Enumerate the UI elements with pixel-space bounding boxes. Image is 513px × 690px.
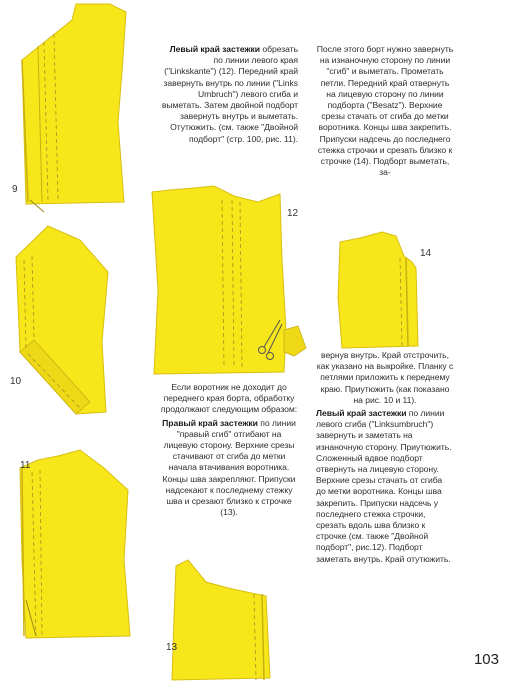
heading-right-edge: Правый край застежки [162,417,258,428]
figure-9-illustration [14,2,132,214]
figure-11 [16,450,136,640]
text-block-facing [316,44,454,180]
paragraph [316,408,454,565]
paragraph-text: по линии левого сгиба ("Linksumbruch") завернуть и заметать на изнаночную сторону. Приутюжить. Сложенный вдвое подборт отвернуть на лицевую сторону. Верхние срезы стачать от сгиба до метки воротника. Концы шва закрепить. Припуски надсечь у последнего стежка строчки, срезать вдоль шва близко к строчке (см. также "Двойной подборт", рис.12). Подборт заметать внутрь. Край отутюжить. [316,408,452,564]
figure-10-label: 10 [10,376,22,387]
paragraph [160,44,298,145]
paragraph-text: по линии "правый сгиб" отгибают на лицевую сторону. Верхние срезы стачивают от сгиба до метки начала втачивания воротника. Концы шва закрепляют. Припуски надсекают к последнему стежку шва и срезают близко к строчке (13). [162,417,296,518]
figure-9 [14,2,132,214]
figure-13-label: 13 [166,642,178,653]
figure-13-illustration [166,558,278,680]
figure-10 [10,222,120,417]
figure-14 [334,228,434,352]
paragraph-intro: Если воротник не доходит до переднего края борта, обработку продолжают следующим образом: [160,382,298,415]
figure-14-illustration [334,228,434,352]
figure-13 [166,558,278,680]
text-block-left-edge-2 [316,350,454,567]
figure-12 [148,180,306,380]
text-block-right-edge [160,382,298,520]
figure-14-label: 14 [420,248,432,259]
figure-11-illustration [16,450,136,640]
paragraph-text: обрезать по линии левого края ("Linkskante") (12). Передний край завернуть внутрь по линии ("Links Umbruch") левого сгиба и выметать. Затем двойной подборт завернуть внутрь и выметать. Отутюжить. (см. также "Двойной подборт" (стр. 100, рис. 11). [161,44,298,144]
heading-left-edge: Левый край застежки [169,44,261,54]
figure-9-label: 9 [12,184,18,195]
figure-12-illustration [148,180,306,380]
figure-10-illustration [10,222,120,417]
paragraph-continuation: вернув внутрь. Край отстрочить, как указано на выкройке. Планку с петлями приложить к переднему краю. Приутюжить (как показано на рис. 10 и 11). [316,350,454,405]
figure-12-label: 12 [287,208,299,219]
heading-left-edge-2: Левый край застежки [316,408,407,419]
paragraph-text: После этого борт нужно завернуть на изнаночную сторону по линии "сгиб" и выметать. Прометать петли. Передний край отвернуть на лицевую сторону по линии подборта ("Besatz"). Верхние срезы стачать от сгиба до метки воротника. Концы шва закрепить. Припуски надсечь до последнего стежка строчки и срезать близко к строчке (14). Подборт выметать, за- [316,44,454,178]
figure-11-label: 11 [20,460,31,471]
text-block-left-edge [160,44,298,147]
paragraph [160,418,298,519]
page-number: 103 [473,651,499,668]
